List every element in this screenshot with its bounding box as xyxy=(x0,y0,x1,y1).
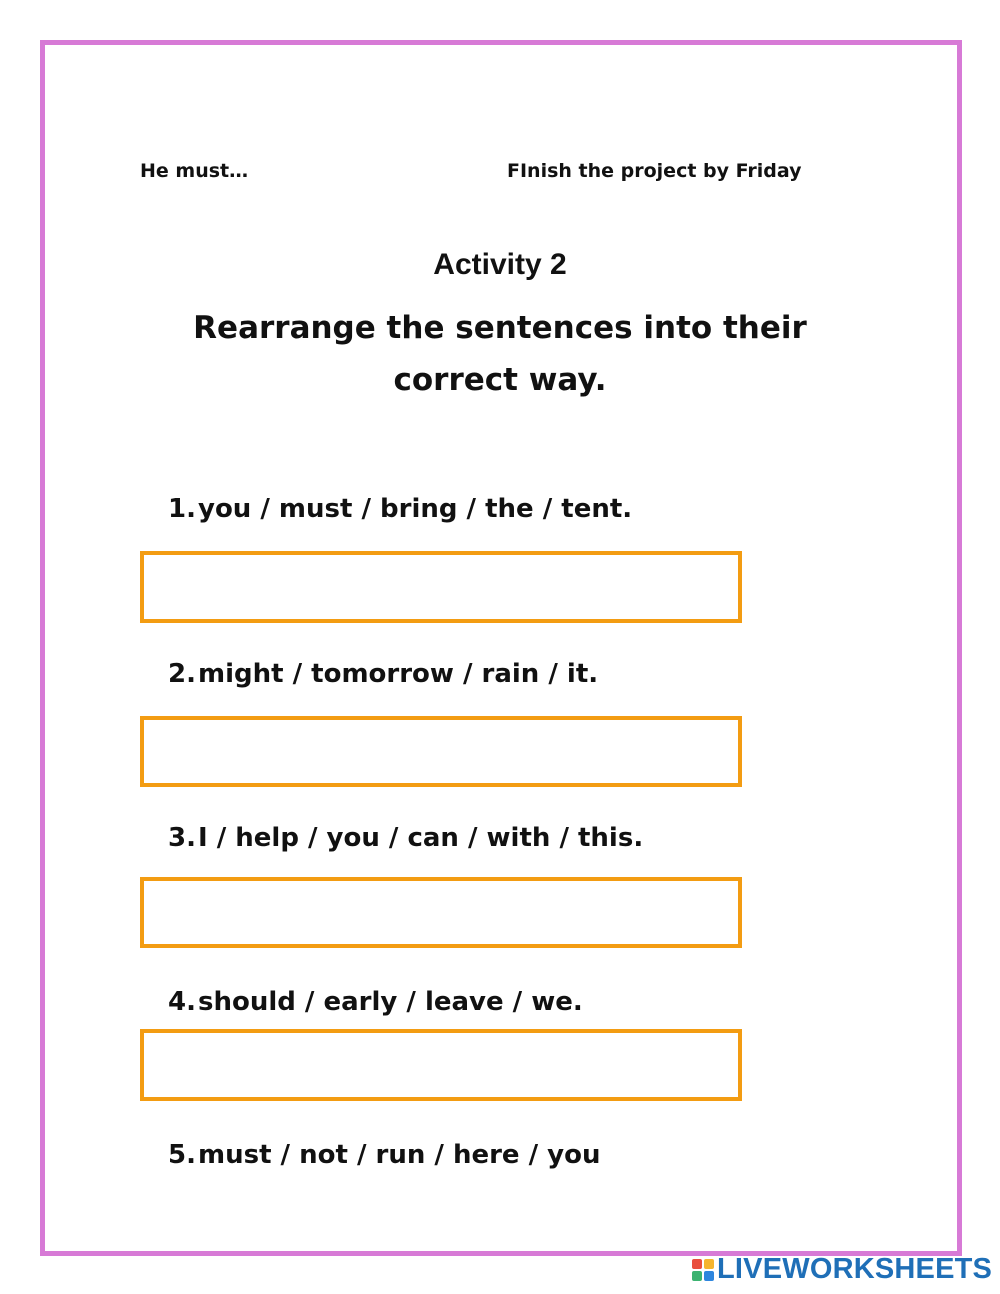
liveworksheets-logo xyxy=(692,1253,992,1286)
logo-tile xyxy=(704,1271,714,1281)
question-5 xyxy=(168,1140,600,1170)
logo-tile xyxy=(692,1259,702,1269)
question-text: I / help / you / can / with / this. xyxy=(198,823,644,853)
question-text: you / must / bring / the / tent. xyxy=(198,494,633,524)
question-text: might / tomorrow / rain / it. xyxy=(198,659,599,689)
question-text: must / not / run / here / you xyxy=(198,1140,601,1170)
question-1 xyxy=(168,494,632,524)
logo-tile xyxy=(692,1271,702,1281)
logo-text: LIVEWORKSHEETS xyxy=(717,1253,993,1285)
answer-box-2[interactable] xyxy=(140,716,742,787)
question-number: 5. xyxy=(168,1140,196,1170)
logo-tiles-icon xyxy=(692,1259,714,1281)
question-number: 1. xyxy=(168,494,196,524)
question-text: should / early / leave / we. xyxy=(198,987,583,1017)
question-2 xyxy=(168,659,598,689)
question-3 xyxy=(168,823,643,853)
question-4 xyxy=(168,987,583,1017)
answer-box-1[interactable] xyxy=(140,551,742,623)
logo-tile xyxy=(704,1259,714,1269)
activity-title: Activity 2 xyxy=(433,248,567,281)
question-number: 2. xyxy=(168,659,196,689)
example-subject: He must… xyxy=(140,160,249,182)
answer-box-4[interactable] xyxy=(140,1029,742,1101)
question-number: 4. xyxy=(168,987,196,1017)
activity-instruction: Rearrange the sentences into their correct way. xyxy=(193,310,807,398)
answer-box-3[interactable] xyxy=(140,877,742,948)
question-number: 3. xyxy=(168,823,196,853)
example-completion: FInish the project by Friday xyxy=(507,160,802,182)
